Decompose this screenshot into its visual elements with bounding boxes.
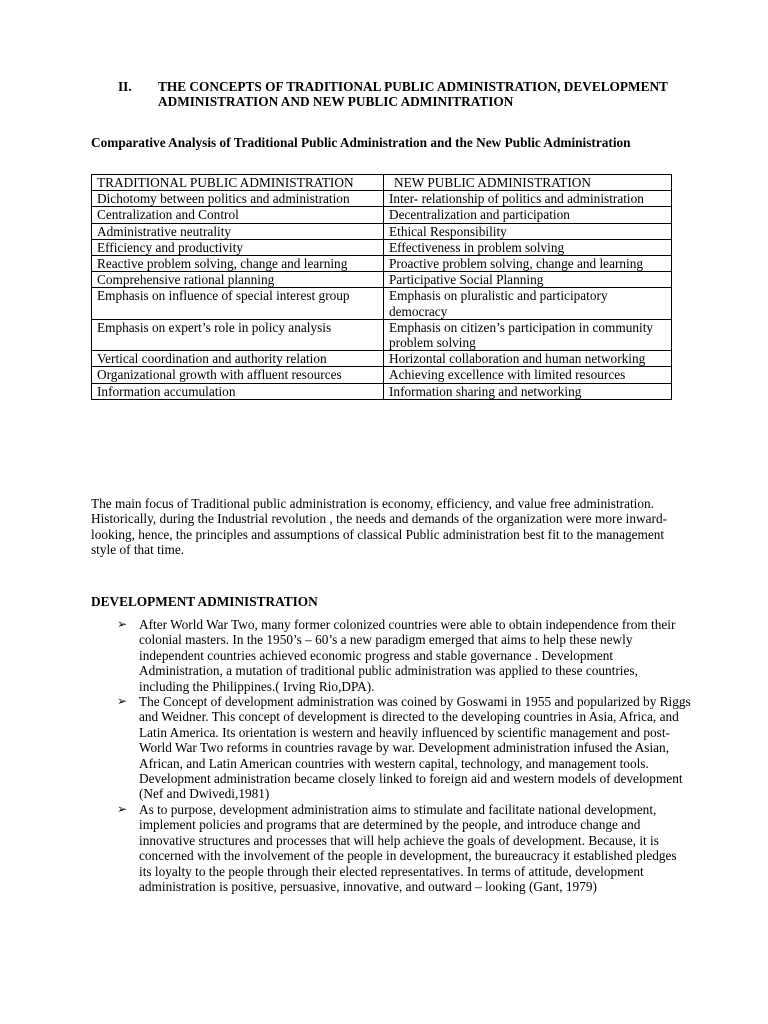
table-title: Comparative Analysis of Traditional Public Administration and the New Public Administration [91, 135, 631, 150]
table-cell-new: Ethical Responsibility [384, 223, 672, 239]
table-cell-new: Proactive problem solving, change and learning [384, 256, 672, 272]
table-cell-traditional: Emphasis on influence of special interest group [92, 288, 384, 319]
table-row [92, 272, 672, 288]
comparison-table [91, 174, 672, 400]
section-number: II. [118, 79, 132, 94]
table-cell-traditional: Dichotomy between politics and administration [92, 191, 384, 207]
table-cell-traditional: Information accumulation [92, 383, 384, 399]
table-cell-new: Emphasis on citizen’s participation in community problem solving [384, 319, 672, 350]
table-row [92, 191, 672, 207]
table-cell-traditional: Centralization and Control [92, 207, 384, 223]
table-row [92, 288, 672, 319]
table-row [92, 239, 672, 255]
bullet-text: As to purpose, development administration aims to stimulate and facilitate national development, implement policies and programs that are determined by the people, and introduce change and innovative structures and processes that will help achieve the goals of development. Because, it is concerned with the involvement of the people in development, the bureaucracy it established pledges its loyalty to the people through their elected representatives. In terms of attitude, development administration is positive, persuasive, innovative, and outward – looking (Gant, 1979) [139, 801, 677, 894]
table-cell-traditional: Administrative neutrality [92, 223, 384, 239]
table-cell-new: Decentralization and participation [384, 207, 672, 223]
arrow-bullet-icon: ➢ [117, 617, 128, 631]
table-cell-new: Effectiveness in problem solving [384, 239, 672, 255]
list-item [91, 617, 691, 694]
bullet-text: After World War Two, many former colonized countries were able to obtain independence from their colonial masters. In the 1950’s – 60’s a new paradigm emerged that aims to help these newly independent countries achieved economic progress and stable governance . Development Administration, a mutation of traditional public administration was applied to these countries, including the Philippines.( Irving Rio,DPA). [139, 617, 676, 694]
table-cell-traditional: Vertical coordination and authority relation [92, 351, 384, 367]
table-row [92, 367, 672, 383]
bullet-list [91, 617, 691, 894]
header-new: NEW PUBLIC ADMINISTRATION [384, 175, 672, 191]
table-cell-traditional: Emphasis on expert’s role in policy analysis [92, 319, 384, 350]
table-cell-new: Inter- relationship of politics and administration [384, 191, 672, 207]
table-row [92, 207, 672, 223]
list-item [91, 802, 691, 894]
table-row [92, 319, 672, 350]
section-heading-text: THE CONCEPTS OF TRADITIONAL PUBLIC ADMINISTRATION, DEVELOPMENT ADMINISTRATION AND NEW PUBLIC ADMINITRATION [158, 79, 668, 110]
development-administration-title: DEVELOPMENT ADMINISTRATION [91, 594, 318, 609]
table-row [92, 223, 672, 239]
table-cell-new: Participative Social Planning [384, 272, 672, 288]
arrow-bullet-icon: ➢ [117, 801, 128, 816]
table-row [92, 383, 672, 399]
table-row [92, 256, 672, 272]
table-cell-traditional: Efficiency and productivity [92, 239, 384, 255]
table-cell-traditional: Reactive problem solving, change and learning [92, 256, 384, 272]
list-item [91, 694, 691, 802]
table-cell-new: Information sharing and networking [384, 383, 672, 399]
table-cell-new: Achieving excellence with limited resources [384, 367, 672, 383]
table-cell-traditional: Comprehensive rational planning [92, 272, 384, 288]
table-cell-new: Horizontal collaboration and human networking [384, 351, 672, 367]
table-cell-new: Emphasis on pluralistic and participatory democracy [384, 288, 672, 319]
table-row [92, 351, 672, 367]
table-header-row [92, 175, 672, 191]
header-traditional: TRADITIONAL PUBLIC ADMINISTRATION [92, 175, 384, 191]
body-paragraph: The main focus of Traditional public administration is economy, efficiency, and value free administration. Historically, during the Industrial revolution , the needs and demands of the organization were more inward-looking, hence, the principles and assumptions of classical Public administration best fit to the management style of that time. [91, 496, 668, 558]
arrow-bullet-icon: ➢ [117, 694, 128, 709]
bullet-text: The Concept of development administration was coined by Goswami in 1955 and popularized by Riggs and Weidner. This concept of development is directed to the developing countries in Asia, Africa, and Latin America. Its orientation is western and heavily influenced by scientific management and post- World War Two reforms in countries ravage by war. Development administration infused the Asian, African, and Latin American countries with western capital, technology, and management tools. Development administration became closely linked to foreign aid and western models of development (Nef and Dwivedi,1981) [139, 694, 691, 802]
table-cell-traditional: Organizational growth with affluent resources [92, 367, 384, 383]
